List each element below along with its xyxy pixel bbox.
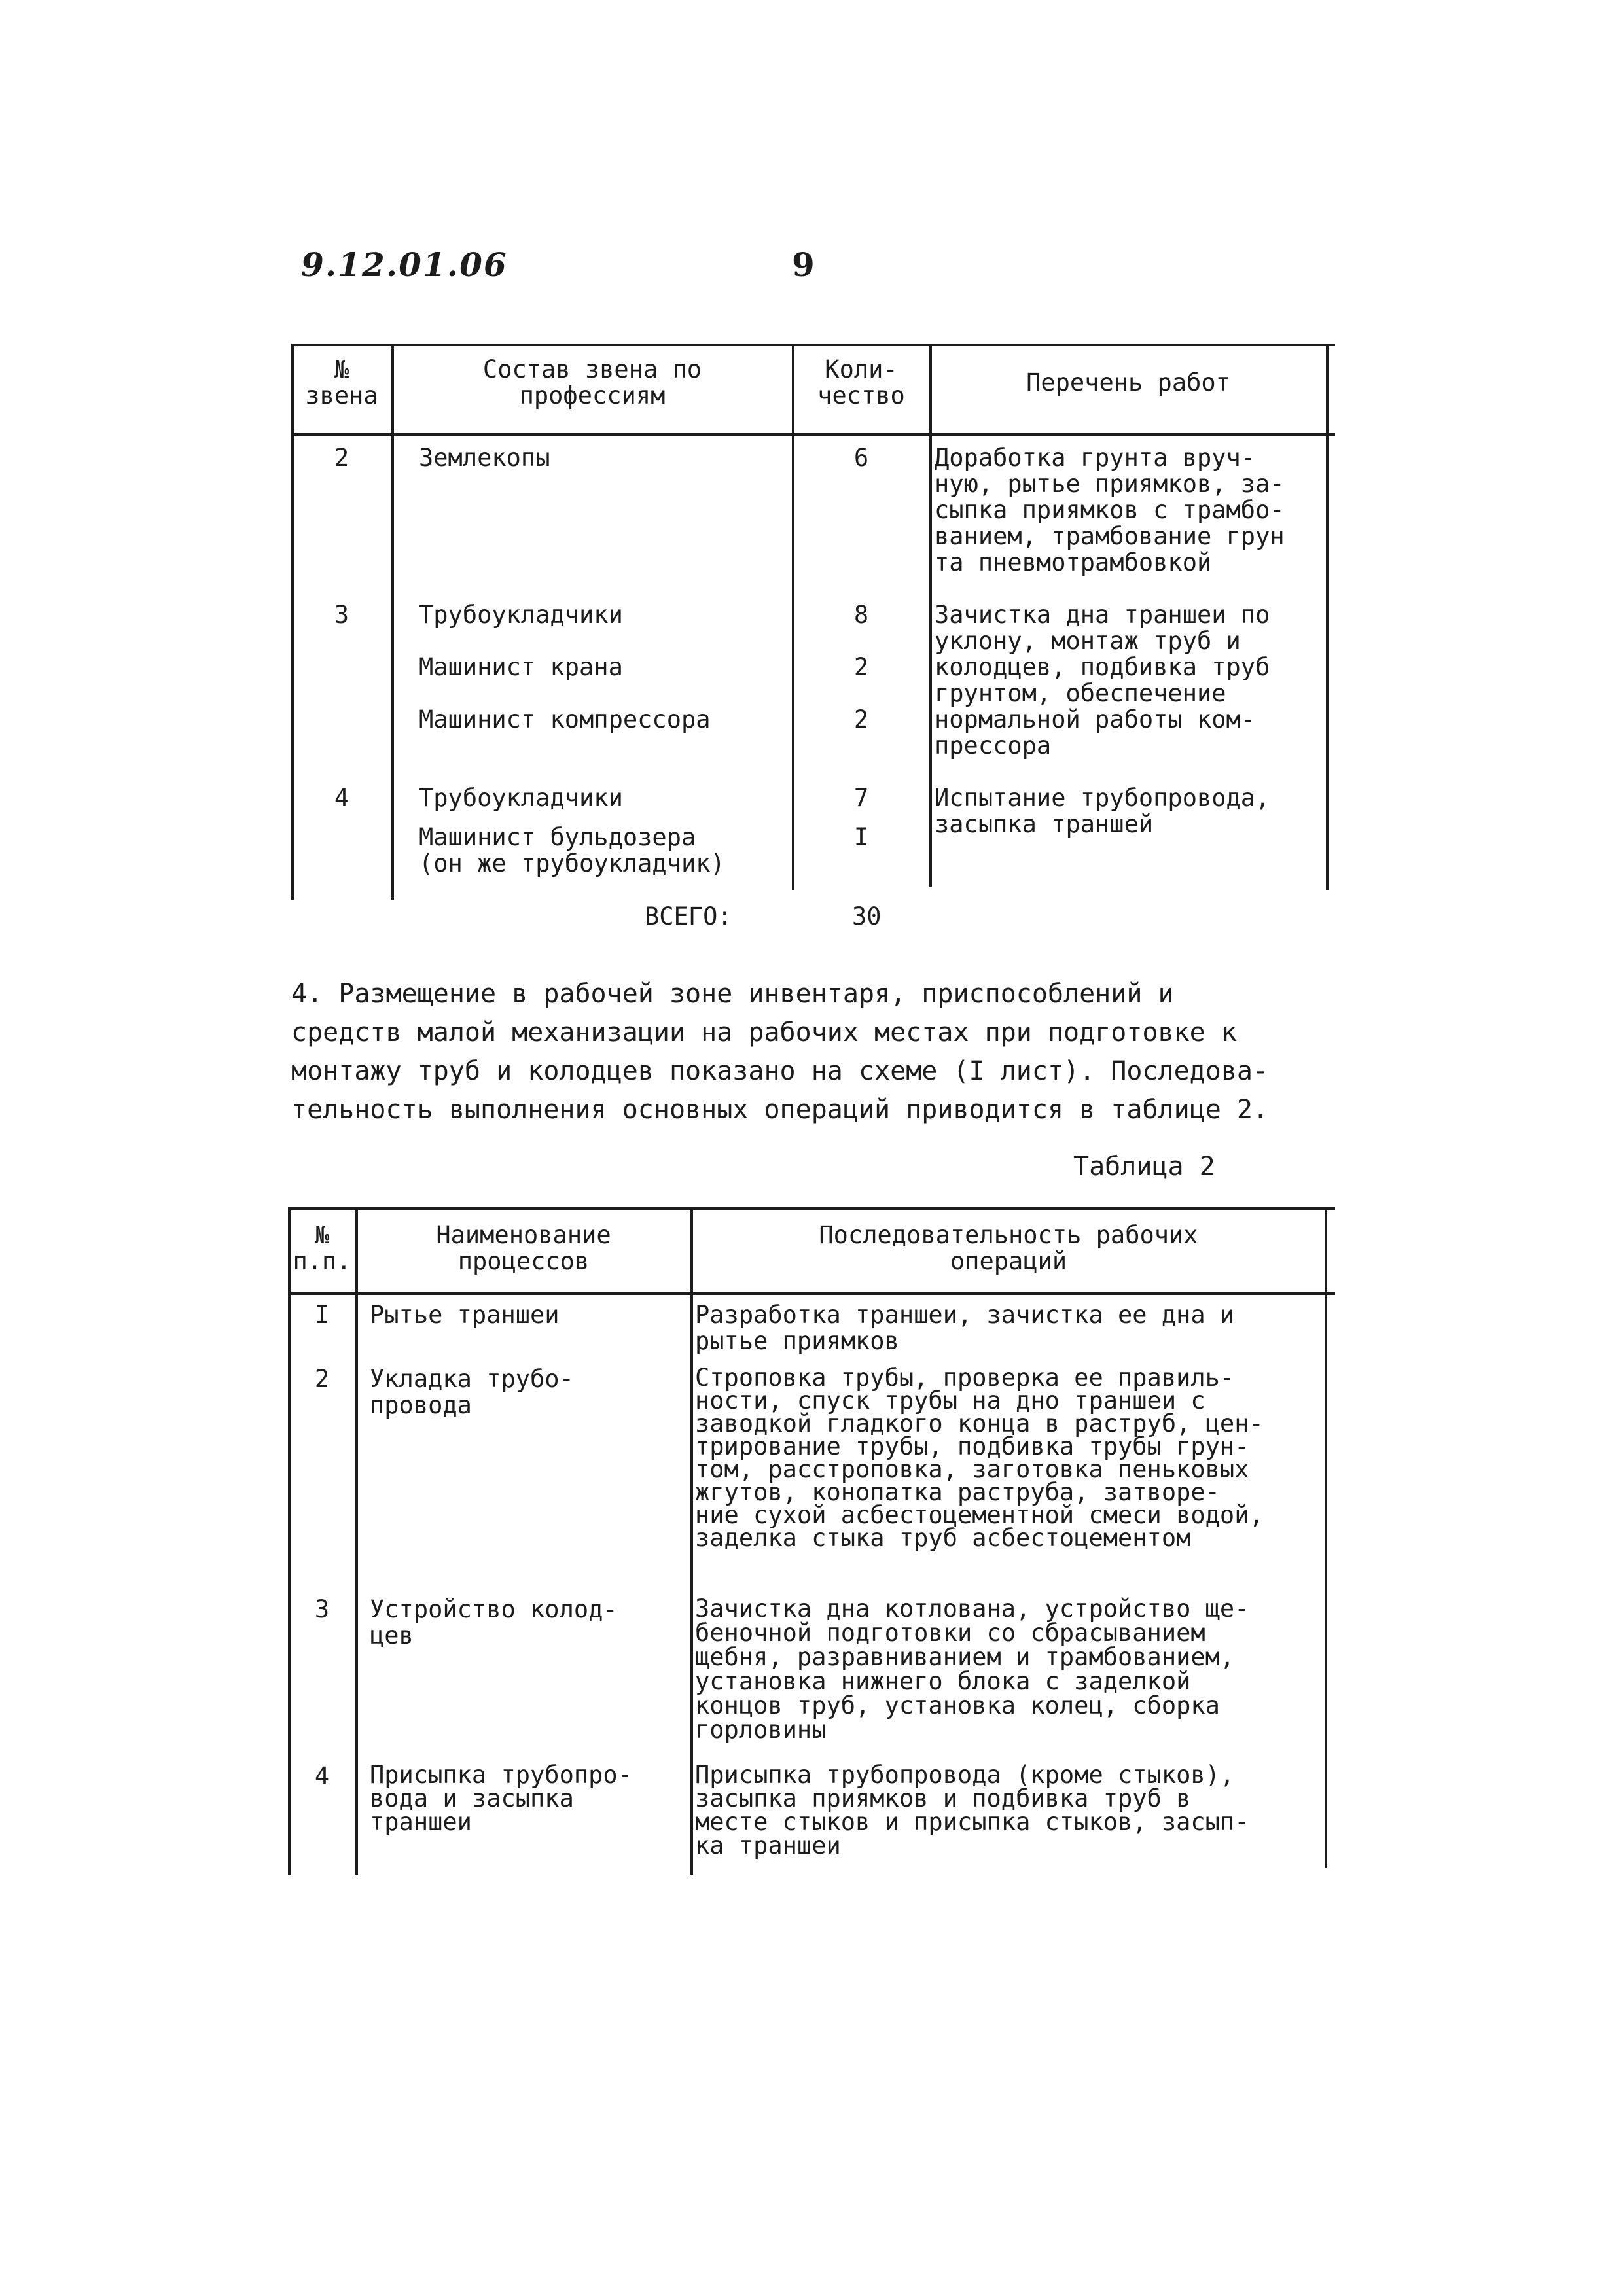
table2-row-num: 3 — [314, 1595, 330, 1623]
table1-works: Доработка грунта вруч- ную, рытье приямков, за- сыпка приямков с трамбо- ванием, трамбование грун та пневмотрамбовкой — [935, 444, 1285, 576]
table1-works: Испытание трубопровода, засыпка траншей — [935, 784, 1270, 838]
table1-border-right — [1326, 344, 1329, 890]
document-code: 9.12.01.06 — [301, 245, 508, 284]
table1-row-num: 3 — [334, 601, 349, 629]
table1-profession: Машинист бульдозера (он же трубоукладчик) — [419, 823, 725, 877]
table1-profession: Машинист компрессора — [419, 705, 711, 733]
table2-caption: Таблица 2 — [1073, 1152, 1215, 1182]
table1-count: 6 — [853, 444, 869, 472]
table2-col-divider-2 — [690, 1207, 693, 1875]
table2-row-num: 2 — [314, 1365, 330, 1393]
table2-header-divider — [288, 1292, 1335, 1295]
body-paragraph: 4. Размещение в рабочей зоне инвентаря, приспособлений и средств малой механизации на рабочих местах при подготовке к монтажу труб и колодцев показано на схеме (I лист). Последова- тельность выполнения основных операций приводится в таблице 2. — [291, 979, 1269, 1125]
table1-header-quantity: Коли- чество — [817, 355, 905, 410]
table1-top-border — [291, 344, 1335, 346]
table1-col-divider-1 — [391, 344, 394, 900]
total-value: 30 — [852, 902, 882, 930]
table2-process: Укладка трубо- провода — [370, 1365, 574, 1419]
table2-header-operations: Последовательность рабочих операций — [819, 1221, 1198, 1275]
table1-count: 2 — [853, 705, 869, 733]
table2-row-num: 4 — [314, 1762, 330, 1790]
table2-process: Устройство колод- цев — [370, 1595, 618, 1650]
table2-col-divider-1 — [355, 1207, 358, 1875]
page-number: 9 — [792, 245, 815, 284]
table1-header-num: № звена — [305, 355, 378, 410]
table1-works: Зачистка дна траншеи по уклону, монтаж труб и колодцев, подбивка труб грунтом, обеспечение нормальной работы ком- прессора — [935, 601, 1270, 760]
table2-border-right — [1325, 1207, 1327, 1868]
table2-operations: Строповка трубы, проверка ее правиль- ности, спуск трубы на дно траншеи с заводкой гладкого конца в раструб, цен- трирование трубы, подбивка трубы грун- том, расстроповка, заготовка пеньковых жгутов, конопатка раструба, затворе- ние сухой асбестоцементной смеси водой, заделка стыка труб асбестоцементом — [695, 1364, 1264, 1552]
table1-profession: Землекопы — [419, 444, 550, 472]
table2-process: Рытье траншеи — [370, 1301, 560, 1329]
table1-header-composition: Состав звена по профессиям — [482, 355, 702, 410]
table2-top-border — [288, 1207, 1335, 1210]
table2-process: Присыпка трубопро- вода и засыпка траншеи — [370, 1761, 632, 1836]
table1-row-num: 4 — [334, 784, 349, 812]
total-label: ВСЕГО: — [645, 902, 732, 930]
table1-profession: Трубоукладчики — [419, 601, 623, 629]
table2-header-num: № п.п. — [293, 1221, 351, 1275]
table2-operations: Разработка траншеи, зачистка ее дна и рытье приямков — [695, 1301, 1235, 1355]
table2-operations: Присыпка трубопровода (кроме стыков), засыпка приямков и подбивка труб в месте стыков и присыпка стыков, засып- ка траншеи — [695, 1761, 1249, 1860]
table1-header-divider — [291, 433, 1335, 436]
table1-count: 7 — [853, 784, 869, 812]
table1-row-num: 2 — [334, 444, 349, 472]
table1-header-works: Перечень работ — [1026, 368, 1230, 397]
table1-profession: Машинист крана — [419, 653, 623, 681]
table1-count: I — [853, 823, 869, 851]
table1-count: 8 — [853, 601, 869, 629]
table2-operations: Зачистка дна котлована, устройство ще- беночной подготовки со сбрасыванием щебня, разравниванием и трамбованием, установка нижнего блока с заделкой концов труб, установка колец, сборка горловины — [695, 1595, 1249, 1744]
table2-row-num: I — [314, 1301, 330, 1329]
table1-col-divider-3 — [929, 344, 932, 887]
table1-count: 2 — [853, 653, 869, 681]
table2-header-process: Наименование процессов — [436, 1221, 611, 1275]
table1-profession: Трубоукладчики — [419, 784, 623, 812]
